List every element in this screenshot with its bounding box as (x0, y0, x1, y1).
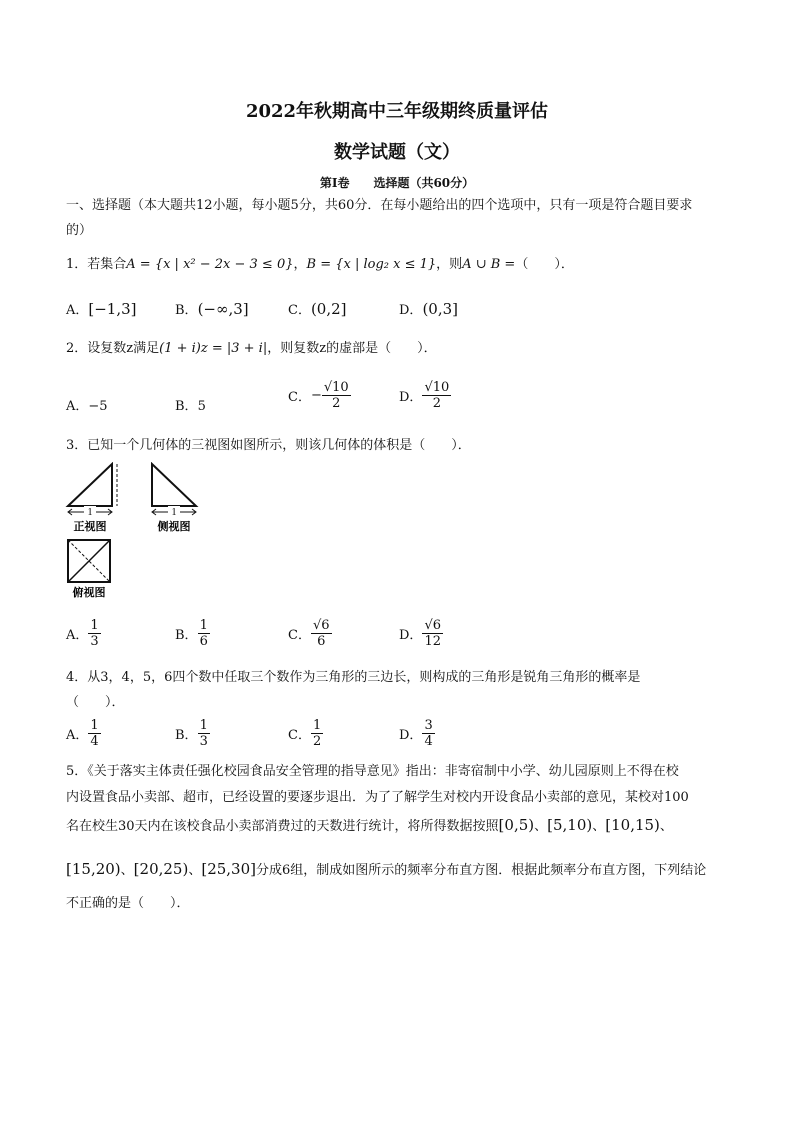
q4-option-d[interactable] (399, 718, 435, 749)
option-value: −5 (88, 399, 108, 414)
fraction-denominator: 3 (90, 634, 99, 649)
question-5-line4 (66, 860, 706, 880)
q1-option-c[interactable] (288, 299, 347, 318)
question-2-stem (66, 340, 437, 358)
fraction-numerator: 1 (90, 618, 99, 633)
fraction-numerator: 1 (312, 718, 322, 733)
question-4-stem-line2: （ ）． (66, 695, 125, 710)
q3-option-b[interactable] (175, 618, 210, 649)
separator: 、 (659, 819, 673, 834)
fraction-denominator: 2 (332, 396, 341, 411)
option-letter: D． (399, 628, 423, 643)
option-fraction (88, 618, 100, 649)
option-letter: C． (288, 628, 311, 643)
option-value: (−∞,3] (197, 300, 249, 318)
q1-stem-b: ，则 (436, 257, 463, 272)
fraction-denominator: 6 (317, 634, 326, 649)
fraction-numerator: 3 (424, 718, 433, 733)
interval: [0,5) (498, 816, 535, 834)
q3-option-a[interactable] (66, 618, 101, 649)
q2-option-d[interactable] (399, 380, 451, 411)
option-letter: B． (175, 728, 198, 743)
fraction-numerator: 1 (199, 618, 208, 633)
q1-option-b[interactable] (175, 299, 249, 318)
question-5-line3 (66, 816, 673, 836)
front-view-dimension: 1 (87, 507, 93, 518)
option-letter: A． (66, 628, 89, 643)
interval: [20,25) (133, 860, 189, 878)
option-letter: C． (288, 728, 311, 743)
fraction-numerator: √10 (424, 380, 450, 395)
option-value: 5 (197, 399, 206, 414)
q1-comma: ， (293, 257, 307, 272)
question-4-stem-line1: 4．从3，4，5，6四个数中任取三个数作为三角形的三边长，则构成的三角形是锐角三角形的概率是 (66, 670, 641, 685)
interval: [10,15) (605, 816, 660, 834)
option-fraction (311, 718, 323, 749)
option-fraction (422, 718, 434, 749)
q2-option-c[interactable] (288, 380, 351, 411)
option-fraction (422, 618, 443, 649)
option-letter: A． (66, 728, 89, 743)
option-letter: D． (399, 390, 423, 405)
fraction-denominator: 4 (90, 734, 99, 749)
q4-option-a[interactable] (66, 718, 101, 749)
question-1-stem (66, 256, 574, 274)
exam-subtitle: 数学试题（文） (334, 142, 460, 163)
option-letter: A． (66, 399, 89, 414)
q1-set-b: B = {x | log₂ x ≤ 1} (306, 257, 437, 272)
fraction-numerator: √10 (323, 380, 349, 395)
interval: [25,30] (201, 860, 256, 878)
q2-stem-b: ，则复数z的虚部是（ ）． (267, 341, 437, 356)
fraction-numerator: √6 (312, 618, 330, 633)
q1-option-d[interactable] (399, 299, 458, 318)
q2-option-b[interactable] (175, 395, 206, 414)
option-letter: D． (399, 728, 423, 743)
option-letter: B． (175, 399, 198, 414)
option-letter: D． (399, 303, 423, 318)
exam-title: 2022年秋期高中三年级期终质量评估 (245, 101, 549, 122)
question-5-line2: 内设置食品小卖部、超市，已经设置的要逐步退出．为了了解学生对校内开设食品小卖部的意见，某校对100 (66, 790, 689, 805)
option-value: [−1,3] (88, 300, 137, 318)
separator: 、 (592, 819, 606, 834)
option-fraction (198, 718, 210, 749)
option-value: (0,3] (422, 300, 458, 318)
option-fraction (88, 718, 100, 749)
q1-stem-c: （ ）． (515, 257, 574, 272)
fraction-denominator: 3 (199, 734, 208, 749)
three-view-figure (62, 462, 202, 602)
fraction-denominator: 4 (424, 734, 433, 749)
side-view-diagram (152, 464, 196, 518)
fraction-numerator: √6 (424, 618, 441, 633)
question-3-stem: 3．已知一个几何体的三视图如图所示，则该几何体的体积是（ ）． (66, 438, 471, 453)
option-fraction (311, 618, 332, 649)
top-view-label: 俯视图 (72, 586, 106, 599)
fraction-denominator: 6 (199, 634, 208, 649)
option-letter: B． (175, 628, 198, 643)
side-view-dimension: 1 (171, 507, 177, 518)
q1-option-a[interactable] (66, 299, 137, 318)
separator: 、 (534, 819, 548, 834)
interval: [15,20) (66, 860, 121, 878)
q3-option-d[interactable] (399, 618, 443, 649)
option-letter: B． (175, 303, 198, 318)
q4-option-b[interactable] (175, 718, 210, 749)
side-view-label: 侧视图 (157, 520, 191, 533)
section-heading-line1: 一、选择题（本大题共12小题，每小题5分，共60分．在每小题给出的四个选项中，只有一项是符合题目要求 (66, 198, 693, 213)
option-letter: C． (288, 390, 311, 405)
section-heading-line2: 的） (66, 223, 93, 238)
q2-equation: (1 + i)z = |3 + i| (159, 341, 268, 356)
q1-set-a: A = {x | x² − 2x − 3 ≤ 0} (126, 257, 294, 272)
fraction-numerator: 1 (90, 718, 99, 733)
q2-stem-a: 2．设复数z满足 (66, 341, 160, 356)
option-fraction (422, 380, 451, 411)
fraction-denominator: 12 (424, 634, 441, 649)
fraction-denominator: 2 (312, 734, 322, 749)
option-letter: A． (66, 303, 89, 318)
q1-expr: A ∪ B = (462, 257, 516, 272)
q1-stem-a: 1．若集合 (66, 257, 127, 272)
option-value: (0,2] (310, 300, 347, 318)
interval: [5,10) (547, 816, 593, 834)
front-view-diagram (68, 464, 117, 518)
separator: 、 (188, 863, 202, 878)
q4-option-c[interactable] (288, 718, 323, 749)
option-fraction (198, 618, 210, 649)
q2-option-a[interactable] (66, 395, 108, 414)
separator: 、 (120, 863, 134, 878)
q5-line4-text: 分成6组，制成如图所示的频率分布直方图．根据此频率分布直方图，下列结论 (256, 863, 707, 878)
question-5-line1: 5．《关于落实主体责任强化校园食品安全管理的指导意见》指出：非寄宿制中小学、幼儿园原则上不得在校 (66, 764, 679, 779)
question-5-line5: 不正确的是（ ）． (66, 896, 190, 911)
part-heading: 第I卷 选择题（共60分） (319, 176, 475, 190)
q5-line3-text: 名在校生30天内在该校食品小卖部消费过的天数进行统计，将所得数据按照 (66, 819, 499, 834)
minus-sign: − (310, 388, 322, 403)
fraction-numerator: 1 (199, 718, 208, 733)
q3-option-c[interactable] (288, 618, 332, 649)
fraction-denominator: 2 (432, 396, 441, 411)
top-view-diagram (68, 540, 110, 582)
option-fraction (322, 380, 351, 411)
front-view-label: 正视图 (73, 520, 107, 533)
option-letter: C． (288, 303, 311, 318)
